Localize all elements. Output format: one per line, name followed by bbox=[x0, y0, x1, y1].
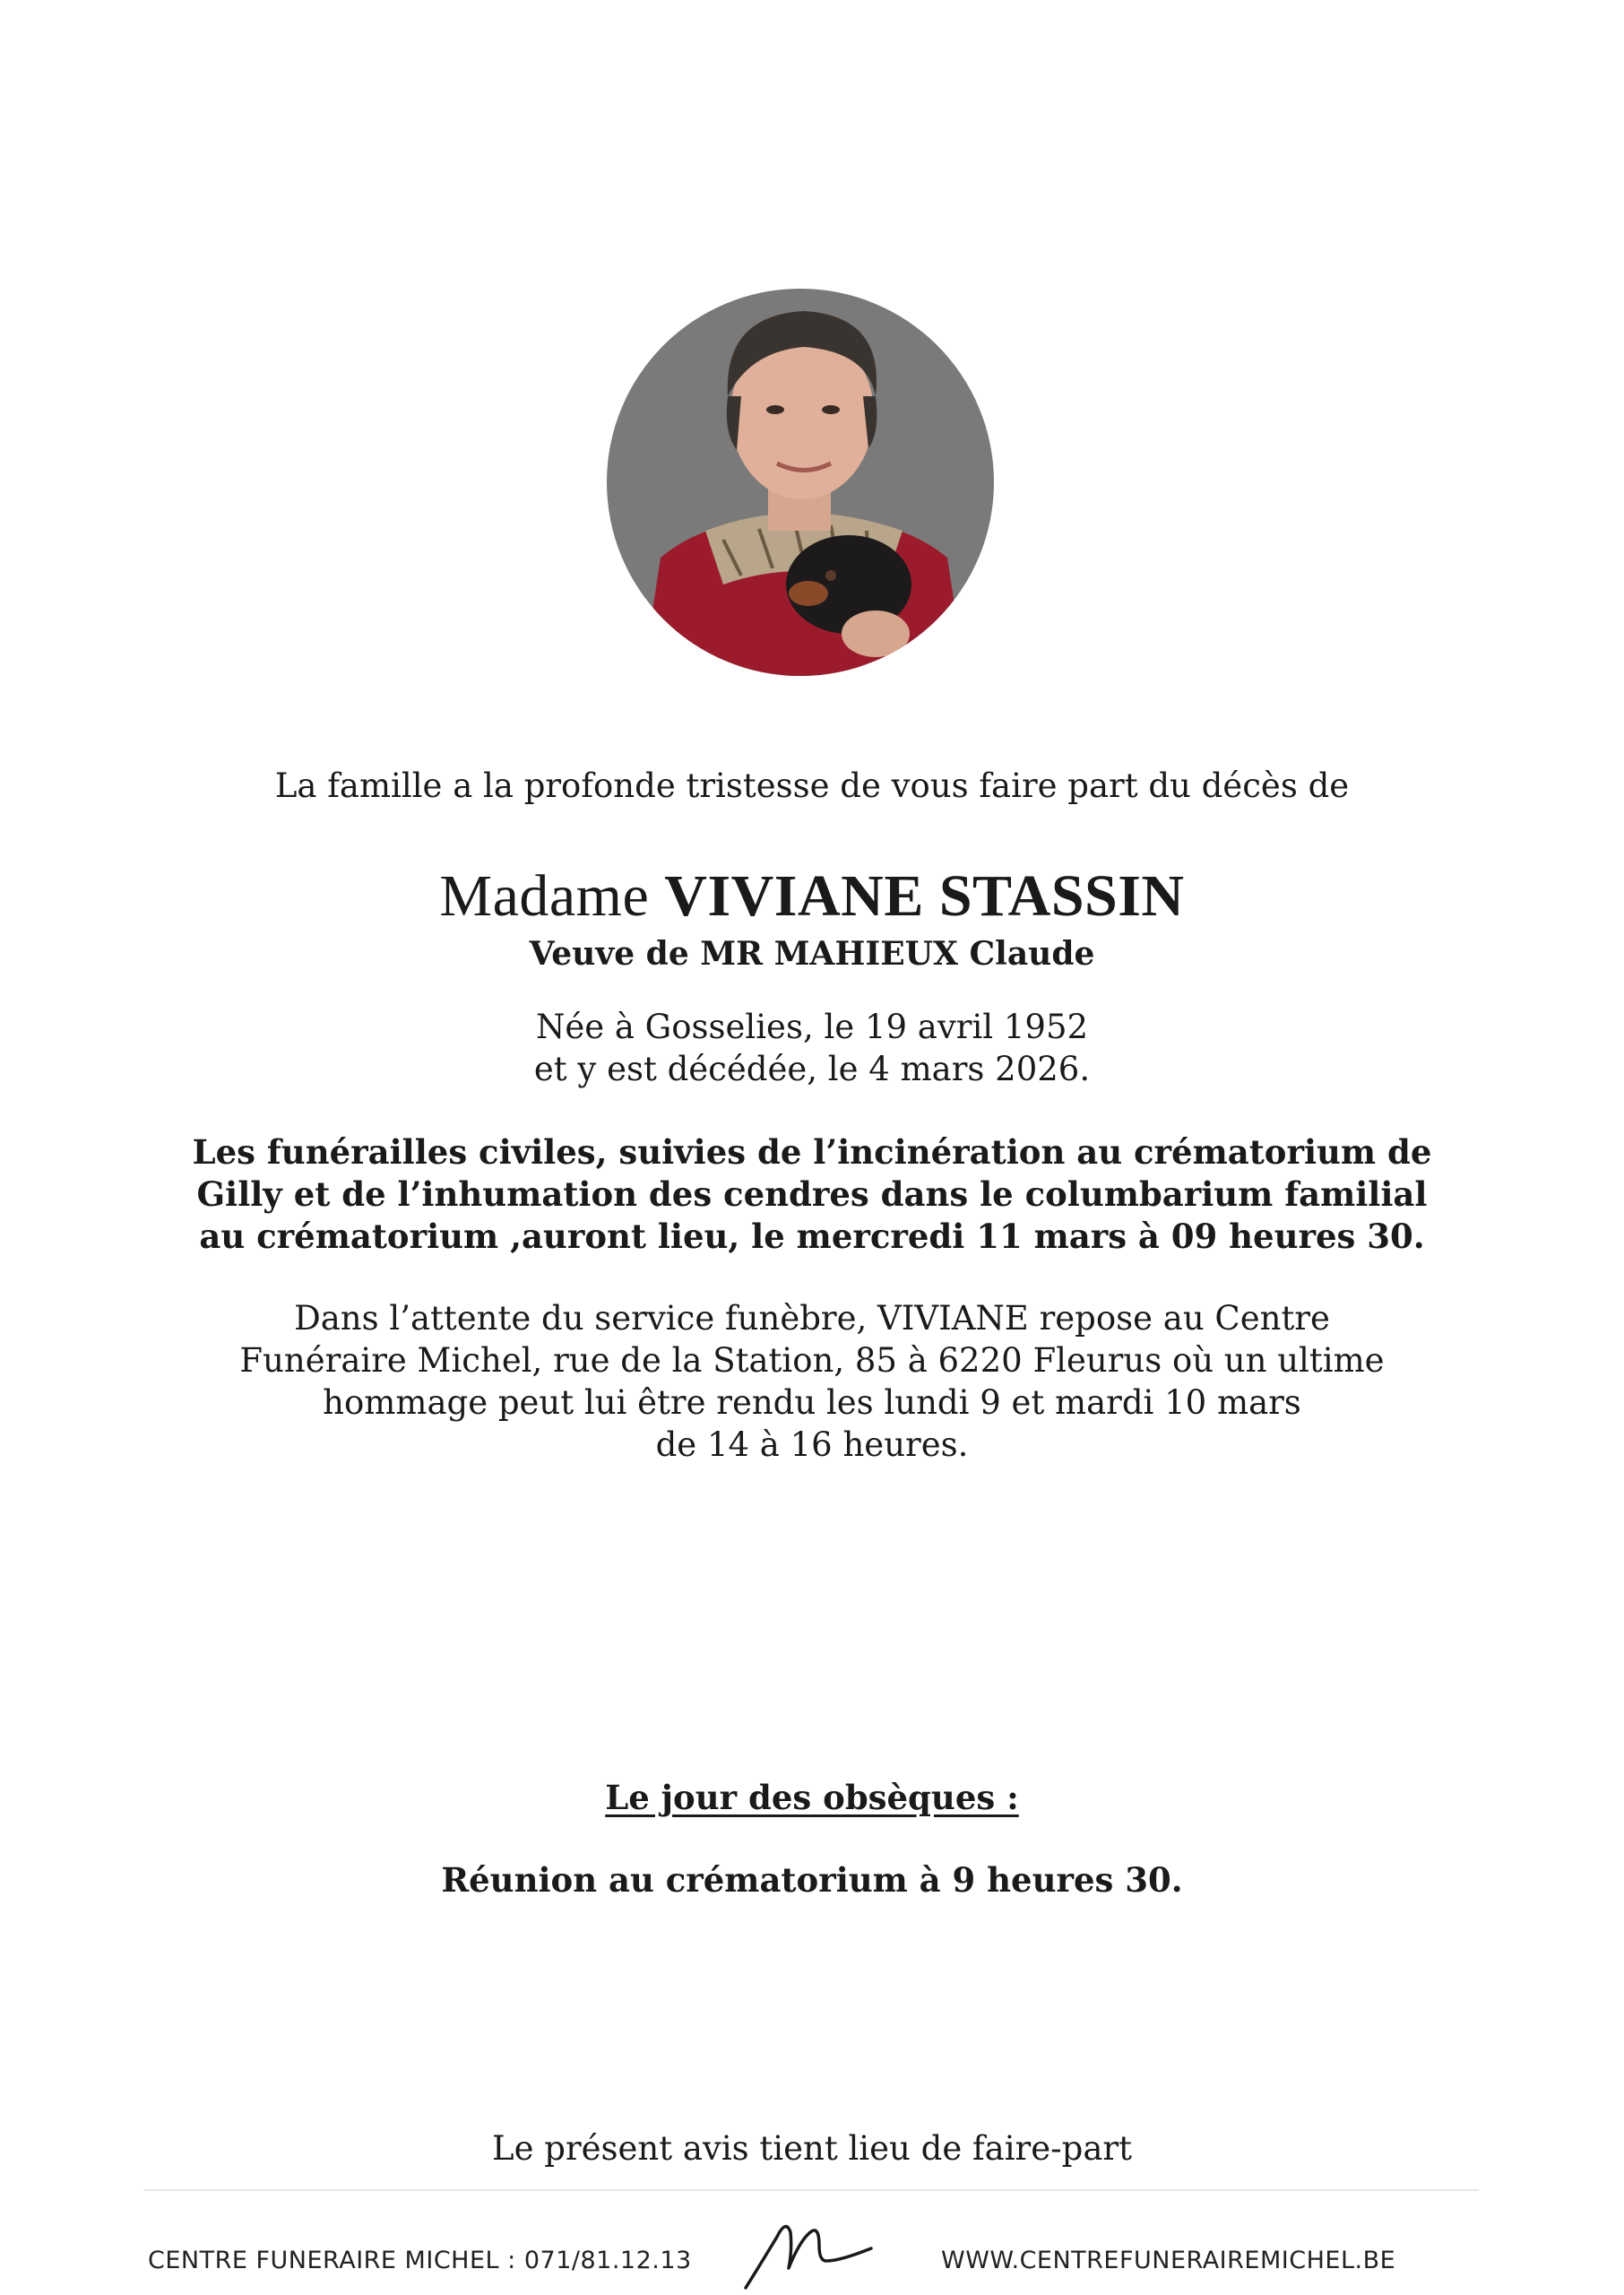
funeral-block bbox=[0, 1131, 1624, 1258]
notice-text: Le présent avis tient lieu de faire-part bbox=[492, 2129, 1132, 2168]
repose-line: Funéraire Michel, rue de la Station, 85 à 6220 Fleurus où un ultime bbox=[239, 1341, 1385, 1380]
footer-contact: CENTRE FUNERAIRE MICHEL : 071/81.12.13 bbox=[148, 2247, 692, 2274]
funeral-line: au crématorium ,auront lieu, le mercredi 11 mars à 09 heures 30. bbox=[199, 1217, 1425, 1256]
repose-line: hommage peut lui être rendu les lundi 9 et mardi 10 mars bbox=[323, 1383, 1301, 1422]
death-line: et y est décédée, le 4 mars 2026. bbox=[533, 1050, 1091, 1088]
meeting-text: Réunion au crématorium à 9 heures 30. bbox=[441, 1860, 1183, 1900]
funeral-day-title: Le jour des obsèques : bbox=[605, 1778, 1019, 1817]
repose-block bbox=[0, 1297, 1624, 1466]
portrait-illustration bbox=[607, 289, 994, 676]
funeral-day-heading bbox=[0, 1775, 1624, 1820]
dates-block bbox=[0, 1006, 1624, 1090]
footer-website: WWW.CENTREFUNERAIREMICHEL.BE bbox=[941, 2247, 1396, 2274]
funeral-line: Les funérailles civiles, suivies de l’incinération au crématorium de bbox=[192, 1132, 1432, 1172]
repose-line: de 14 à 16 heures. bbox=[655, 1425, 969, 1464]
deceased-name bbox=[0, 859, 1624, 934]
name-prefix: Madame bbox=[439, 863, 650, 929]
footer-divider bbox=[143, 2189, 1479, 2191]
repose-line: Dans l’attente du service funèbre, VIVIANE repose au Centre bbox=[294, 1299, 1330, 1338]
script-m-logo-icon bbox=[737, 2205, 880, 2295]
name-full: VIVIANE STASSIN bbox=[664, 863, 1185, 929]
portrait-photo bbox=[607, 289, 994, 676]
funeral-line: Gilly et de l’inhumation des cendres dans le columbarium familial bbox=[196, 1174, 1428, 1214]
widow-line: Veuve de MR MAHIEUX Claude bbox=[529, 935, 1095, 973]
intro-text: La famille a la profonde tristesse de vous faire part du décès de bbox=[274, 766, 1350, 805]
birth-line: Née à Gosselies, le 19 avril 1952 bbox=[535, 1008, 1089, 1046]
